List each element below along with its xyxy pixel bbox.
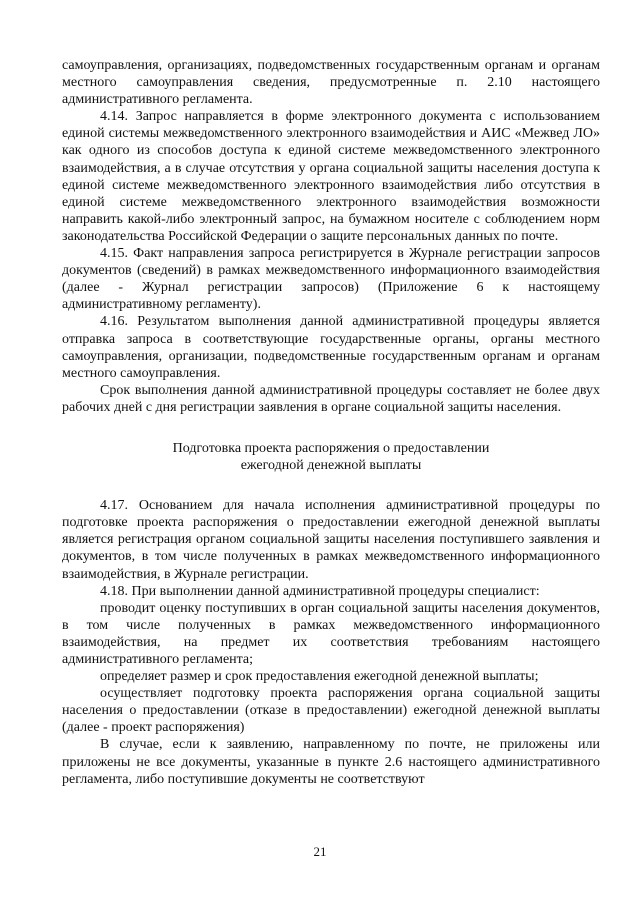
spacer	[62, 474, 600, 497]
paragraph-missing-documents: В случае, если к заявлению, направленному по почте, не приложены или приложены не все документы, указанные в пункте 2.6 настоящего административного регламента, либо поступившие документы не соответствуют	[62, 737, 600, 787]
paragraph-deadline: Срок выполнения данной административной процедуры составляет не более двух рабочих дней с дня регистрации заявления в органе социальной защиты населения.	[62, 382, 600, 415]
document-body	[62, 57, 600, 788]
spacer	[62, 416, 600, 440]
paragraph-duty-evaluation: проводит оценку поступивших в орган социальной защиты населения документов, в том числе полученных в рамках межведомственного информационного взаимодействия, на предмет их соответствия требованиям настоящего административного регламента;	[62, 600, 600, 667]
paragraph-4-14: 4.14. Запрос направляется в форме электронного документа с использованием единой системы межведомственного электронного взаимодействия и АИС «Межвед ЛО» как одного из способов доступа к единой системе межведомственного электронного взаимодействия, а в случае отсутствия у органа социальной защиты населения доступа к единой системе межведомственного электронного взаимодействия либо отсутствия в единой системе межведомственного электронного взаимодействия возможности направить какой-либо электронный запрос, на бумажном носителе с соблюдением норм законодательства Российской Федерации о защите персональных данных по почте.	[62, 109, 600, 244]
section-heading-line-1: Подготовка проекта распоряжения о предоставлении	[172, 440, 490, 456]
paragraph-continuation: самоуправления, организациях, подведомственных государственным органам и органам местного самоуправления сведения, предусмотренные п. 2.10 настоящего административного регламента.	[62, 58, 600, 108]
paragraph-4-18: 4.18. При выполнении данной административной процедуры специалист:	[100, 583, 540, 599]
paragraph-4-16: 4.16. Результатом выполнения данной административной процедуры является отправка запроса в соответствующие государственные органы, органы местного самоуправления, организации, подведомственные государственным органам и органам местного самоуправления.	[62, 314, 600, 381]
paragraph-duty-draft: осуществляет подготовку проекта распоряжения органа социальной защиты населения о предоставлении (отказе в предоставлении) ежегодной денежной выплаты (далее - проект распоряжения)	[62, 686, 600, 736]
paragraph-duty-amount: определяет размер и срок предоставления ежегодной денежной выплаты;	[100, 669, 539, 685]
paragraph-4-15: 4.15. Факт направления запроса регистрируется в Журнале регистрации запросов документов (сведений) в рамках межведомственного информационного взаимодействия (далее - Журнал регистрации запросов) (Приложение 6 к настоящему административному регламенту).	[62, 246, 600, 313]
page-number: 21	[313, 844, 327, 859]
section-heading-line-2: ежегодной денежной выплаты	[240, 458, 422, 474]
paragraph-4-17: 4.17. Основанием для начала исполнения административной процедуры по подготовке проекта распоряжения о предоставлении ежегодной денежной выплаты является регистрация органом социальной защиты населения поступившего заявления и документов, в том числе полученных в рамках межведомственного информационного взаимодействия, в Журнале регистрации.	[62, 498, 600, 582]
